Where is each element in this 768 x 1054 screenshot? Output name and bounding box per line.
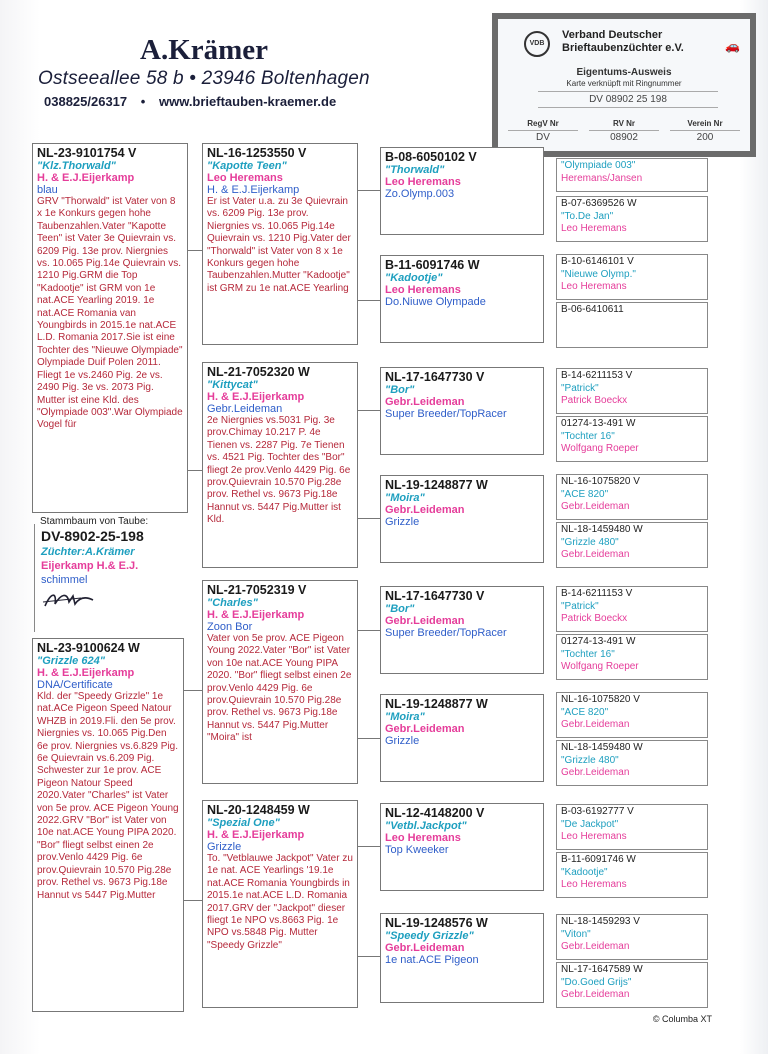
gen4-card bbox=[556, 196, 708, 242]
pigeon-name: "Charles" bbox=[207, 597, 258, 609]
ring-number: NL-19-1248576 W bbox=[385, 916, 488, 930]
pigeon-name: "To.De Jan" bbox=[561, 210, 614, 222]
breeder-name: Gebr.Leideman bbox=[561, 767, 630, 778]
breeder-address: Ostseeallee 58 b • 23946 Boltenhagen bbox=[38, 68, 370, 89]
breeder-name: Heremans/Jansen bbox=[561, 172, 643, 184]
gen4-card bbox=[556, 962, 708, 1008]
breeder-name: Gebr.Leideman bbox=[561, 549, 630, 560]
ring-number: B-08-6050102 V bbox=[385, 150, 477, 164]
gen4-card bbox=[556, 852, 708, 898]
gen2-card bbox=[202, 143, 358, 345]
ring-number: B-14-6211153 V bbox=[561, 370, 633, 381]
breeder-name: Gebr.Leideman bbox=[561, 501, 630, 512]
pigeon-color: Top Kweeker bbox=[385, 844, 449, 856]
ring-number: NL-18-1459480 W bbox=[561, 524, 643, 535]
pigeon-name: "Kittycat" bbox=[207, 379, 258, 391]
connector-line bbox=[358, 846, 380, 847]
gen4-card bbox=[556, 302, 708, 348]
pigeon-name: "Patrick" bbox=[561, 382, 599, 394]
gen3-card bbox=[380, 255, 544, 343]
ring-number: B-10-6146101 V bbox=[561, 256, 634, 267]
pigeon-name: "ACE 820" bbox=[561, 706, 609, 718]
breeder-name: Gebr.Leideman bbox=[385, 942, 465, 954]
connector-line bbox=[188, 470, 202, 471]
ring-number: NL-16-1253550 V bbox=[207, 146, 307, 160]
breeder-name: Patrick Boeckx bbox=[561, 395, 628, 406]
ownership-card bbox=[492, 13, 756, 157]
ring-number: B-11-6091746 W bbox=[561, 854, 636, 865]
pigeon-name: "Olympiade 003" bbox=[561, 160, 636, 171]
connector-line bbox=[358, 190, 380, 191]
gen4-card bbox=[556, 740, 708, 786]
regv-column bbox=[508, 119, 578, 143]
breeder-name: Leo Heremans bbox=[561, 831, 627, 842]
subject-color: schimmel bbox=[41, 574, 88, 586]
pigeon-color: Super Breeder/TopRacer bbox=[385, 627, 507, 639]
connector-line bbox=[358, 410, 380, 411]
breeder-name: Gebr.Leideman bbox=[385, 504, 465, 516]
breeder-name: Patrick Boeckx bbox=[561, 613, 628, 624]
connector-line bbox=[184, 690, 202, 691]
breeder-name: Gebr.Leideman bbox=[385, 615, 465, 627]
pigeon-name: "Thorwald" bbox=[385, 164, 445, 176]
ring-number: B-14-6211153 V bbox=[561, 588, 633, 599]
pigeon-name: "Grizzle 480" bbox=[561, 754, 619, 766]
ring-number: NL-17-1647730 V bbox=[385, 370, 485, 384]
rv-value: 08902 bbox=[589, 130, 659, 143]
ring-number: B-11-6091746 W bbox=[385, 258, 480, 272]
org-line-2: Brieftaubenzüchter e.V. bbox=[562, 42, 684, 54]
pigeon-name: "Klz.Thorwald" bbox=[37, 160, 116, 172]
ring-number: NL-21-7052320 W bbox=[207, 365, 310, 379]
breeder-name: Leo Heremans bbox=[385, 176, 461, 188]
pigeon-remarks: To. "Vetblauwe Jackpot" Vater zu 1e nat. ACE Yearlings '19.1e nat.ACE Romania Youngbirds in 2015.1e nat.ACE L.D. Romania 2017.GRV der "Jackpot" dieser fliegt 1e NPO vs.8663 Pig. 1e NPO vs.5848 Pig. Mutter "Speedy Grizzle" bbox=[207, 853, 353, 951]
copyright-footer: © Columba XT bbox=[652, 1014, 712, 1024]
connector-line bbox=[188, 250, 202, 251]
pigeon-name: "ACE 820" bbox=[561, 488, 609, 500]
subject-ring: DV-8902-25-198 bbox=[41, 528, 144, 544]
breeder-name: Wolfgang Roeper bbox=[561, 661, 639, 672]
pigeon-name: "Patrick" bbox=[561, 600, 599, 612]
card-subtitle: Karte verknüpft mit Ringnummer bbox=[566, 79, 682, 88]
pigeon-name: "Kapotte Teen" bbox=[207, 160, 287, 172]
pigeon-color: Gebr.Leideman bbox=[207, 403, 283, 415]
breeder-name: Leo Heremans bbox=[385, 832, 461, 844]
gen4-card bbox=[556, 692, 708, 738]
ring-number: NL-17-1647589 W bbox=[561, 964, 643, 975]
pigeon-name: "Moira" bbox=[385, 711, 425, 723]
pigeon-color: Super Breeder/TopRacer bbox=[385, 408, 507, 420]
pigeon-color: Zoon Bor bbox=[207, 621, 253, 633]
regv-value: DV bbox=[508, 130, 578, 143]
gen4-card bbox=[556, 914, 708, 960]
mother-card bbox=[32, 638, 184, 1012]
gen4-card bbox=[556, 254, 708, 300]
gen3-card bbox=[380, 367, 544, 455]
breeder-name: Gebr.Leideman bbox=[561, 941, 630, 952]
pigeon-name: "Moira" bbox=[385, 492, 425, 504]
pigeon-name: "Grizzle 624" bbox=[37, 655, 105, 667]
signature-icon bbox=[41, 588, 178, 615]
breeder-name: Wolfgang Roeper bbox=[561, 443, 639, 454]
connector-line bbox=[358, 630, 380, 631]
card-columns bbox=[508, 119, 740, 143]
breeder-name: Leo Heremans bbox=[561, 281, 627, 292]
breeder-name: Gebr.Leideman bbox=[561, 989, 630, 1000]
regv-label: RegV Nr bbox=[527, 119, 559, 128]
connector-line bbox=[358, 300, 380, 301]
breeder-name: Gebr.Leideman bbox=[561, 719, 630, 730]
breeder-name: Leo Heremans bbox=[561, 879, 627, 890]
gen3-card bbox=[380, 803, 544, 891]
breeder-name: H. & E.J.Eijerkamp bbox=[207, 609, 305, 621]
rv-label: RV Nr bbox=[612, 119, 636, 128]
pigeon-name: "Spezial One" bbox=[207, 817, 280, 829]
breeder-name-title: A.Krämer bbox=[140, 34, 269, 66]
gen3-card bbox=[380, 913, 544, 1003]
ring-number: NL-16-1075820 V bbox=[561, 476, 640, 487]
father-card bbox=[32, 143, 188, 513]
pigeon-color: H. & E.J.Eijerkamp bbox=[207, 184, 300, 196]
breeder-name: Gebr.Leideman bbox=[385, 723, 465, 735]
pigeon-name: "De Jackpot" bbox=[561, 818, 619, 830]
gen4-card bbox=[556, 634, 708, 680]
ring-number: NL-12-4148200 V bbox=[385, 806, 485, 820]
subject-pigeon bbox=[34, 524, 184, 632]
vdb-logo-icon: VDB bbox=[524, 31, 550, 57]
pigeon-name: "Tochter 16" bbox=[561, 430, 615, 442]
pigeon-color: Do.Niuwe Olympade bbox=[385, 296, 486, 308]
ring-number: 01274-13-491 W bbox=[561, 418, 636, 429]
pigeon-name: "Bor" bbox=[385, 384, 415, 396]
website-link[interactable]: www.brieftauben-kraemer.de bbox=[158, 94, 337, 109]
gen2-card bbox=[202, 800, 358, 1008]
ring-number: B-06-6410611 bbox=[561, 304, 624, 315]
ring-number: 01274-13-491 W bbox=[561, 636, 636, 647]
pigeon-name: "Tochter 16" bbox=[561, 648, 615, 660]
pigeon-remarks: 2e Niergnies vs.5031 Pig. 3e prov.Chimay 10.217 P. 4e Tienen vs. 2287 Pig. 7e Tienen vs. 4521 Pig. Tochter des "Bor" fliegt 2e prov.Venlo 4429 Pig. 6e prov.Quievrain 10.570 Pig.28e prov. Rethel vs. 9673 Pig.18e Hannut vs. 5447 Pig.Mutter ist Kld. bbox=[207, 415, 351, 526]
card-title: Eigentums-Ausweis bbox=[576, 67, 672, 78]
gen3-card bbox=[380, 475, 544, 563]
breeder-name: H. & E.J.Eijerkamp bbox=[207, 391, 305, 403]
breeder-contact bbox=[44, 94, 336, 109]
connector-line bbox=[358, 518, 380, 519]
ring-number: B-07-6369526 W bbox=[561, 198, 637, 209]
ring-number: NL-19-1248877 W bbox=[385, 697, 488, 711]
pigeon-color: 1e nat.ACE Pigeon bbox=[385, 954, 479, 966]
phone-number: 038825/26317 bbox=[44, 94, 128, 109]
breeder-name: Leo Heremans bbox=[561, 223, 627, 234]
gen4-card bbox=[556, 586, 708, 632]
ring-number: NL-23-9100624 W bbox=[37, 641, 140, 655]
card-ring-number: DV 08902 25 198 bbox=[538, 91, 718, 108]
pigeon-color: DNA/Certificate bbox=[37, 679, 113, 691]
pigeon-name: "Viton" bbox=[561, 928, 591, 940]
ring-number: NL-18-1459480 W bbox=[561, 742, 643, 753]
gen3-card bbox=[380, 694, 544, 782]
pigeon-name: "Kadootje" bbox=[561, 866, 608, 878]
subject-owner: Eijerkamp H.& E.J. bbox=[41, 560, 139, 572]
rv-column bbox=[589, 119, 659, 143]
pigeon-name: "Grizzle 480" bbox=[561, 536, 619, 548]
pigeon-remarks: Kld. der "Speedy Grizzle" 1e nat.ACe Pigeon Speed Natour WHZB in 2019.Fli. den 5e prov. Niergnies vs. 10.065 Pig.Den 6e prov. Niergnies vs.6.829 Pig. 6e Quievrain vs.6.209 Pig. Schwester zur 1e prov. ACE Pigeon Natour Speed 2020.Vater "Charles" ist Vater von 5e prov. ACE Pigeon Young 2022.GRV "Bor" ist Vater von 10e nat.ACE Young PIPA 2020. "Bor" fliegt selbst einen 2e prov.Venlo 4429 Pig. 6e prov.Quievrain 10.570 Pig.28e prov. Rethel vs. 9673 Pig.18e Hannut vs 5447 Pig.Mutter bbox=[37, 691, 179, 901]
gen4-card bbox=[556, 368, 708, 414]
ring-number: B-03-6192777 V bbox=[561, 806, 634, 817]
gen4-card bbox=[556, 804, 708, 850]
gen3-card bbox=[380, 586, 544, 674]
ring-number: NL-20-1248459 W bbox=[207, 803, 310, 817]
pigeon-color: Grizzle bbox=[385, 516, 420, 528]
breeder-name: Leo Heremans bbox=[207, 172, 283, 184]
gen4-card bbox=[556, 158, 708, 192]
pigeon-remarks: GRV "Thorwald" ist Vater von 8 x 1e Konkurs gegen hohe Taubenzahlen.Vater "Kapotte Teen" ist Vater 3e Quievrain vs. 6209 Pig. 13e prov. Niergnies vs. 10.065 Pig.14e Quievrain vs. 1210 Pig.GRM die Top "Kadootje" ist GRM von 1e nat.ACE Yearling 2019. 1e nat.ACE Romania van Youngbirds in 2015.1e nat.ACE L.D. Romania 2017.Sie ist eine Tochter des "Nieuwe Olympiade" Olympiade Duif Polen 2011. Fliegt 1e vs.2460 Pig. 2e vs. 2490 Pig. 3e vs. 2073 Pig. Mutter ist eine Kld. des "Olympiade 003".War Olympiade Vogel für bbox=[37, 196, 183, 431]
breeder-name: H. & E.J.Eijerkamp bbox=[207, 829, 305, 841]
gen3-card bbox=[380, 147, 544, 235]
ring-number: NL-16-1075820 V bbox=[561, 694, 640, 705]
gen4-card bbox=[556, 474, 708, 520]
pedigree-label: Stammbaum von Taube: bbox=[40, 516, 149, 527]
connector-line bbox=[184, 900, 202, 901]
pigeon-color: blau bbox=[37, 184, 58, 196]
ring-number: NL-17-1647730 V bbox=[385, 589, 485, 603]
car-icon: 🚗 bbox=[725, 39, 740, 53]
ring-number: NL-19-1248877 W bbox=[385, 478, 488, 492]
breeder-name: H. & E.J.Eijerkamp bbox=[37, 172, 135, 184]
verein-column bbox=[670, 119, 740, 143]
org-line-1: Verband Deutscher bbox=[562, 29, 663, 41]
gen2-card bbox=[202, 580, 358, 784]
pigeon-name: "Bor" bbox=[385, 603, 415, 615]
pigeon-color: Zo.Olymp.003 bbox=[385, 188, 455, 200]
pigeon-remarks: Er ist Vater u.a. zu 3e Quievrain vs. 6209 Pig. 13e prov. Niergnies vs. 10.065 Pig.14e Quievrain vs. 1210 Pig.Vater der "Thorwald" ist Vater von 8 x 1e Konkurs gegen hohe Taubenzahlen.Mutter "Kadootje" ist GRM zu 1e nat.ACE Yearling bbox=[207, 196, 351, 294]
gen4-card bbox=[556, 522, 708, 568]
pigeon-remarks: Vater von 5e prov. ACE Pigeon Young 2022.Vater "Bor" ist Vater von 10e nat.ACE Young PIPA 2020. "Bor" fliegt selbst einen 2e prov.Venlo 4429 Pig. 6e prov.Quievrain 10.570 Pig.28e prov. Rethel vs. 9673 Pig.18e Hannut vs. 5447 Pig.Mutter "Moira" ist bbox=[207, 633, 352, 744]
verein-label: Verein Nr bbox=[687, 119, 723, 128]
pigeon-name: "Do.Goed Grijs" bbox=[561, 976, 632, 988]
ring-number: NL-21-7052319 V bbox=[207, 583, 307, 597]
connector-line bbox=[358, 956, 380, 957]
gen4-card bbox=[556, 416, 708, 462]
subject-breeder: Züchter:A.Krämer bbox=[41, 546, 135, 558]
pigeon-color: Grizzle bbox=[385, 735, 420, 747]
pigeon-name: "Nieuwe Olymp." bbox=[561, 268, 636, 280]
ring-number: NL-18-1459293 V bbox=[561, 916, 640, 927]
pigeon-color: Grizzle bbox=[207, 841, 242, 853]
ring-number: NL-23-9101754 V bbox=[37, 146, 137, 160]
breeder-name: Leo Heremans bbox=[385, 284, 461, 296]
breeder-name: H. & E.J.Eijerkamp bbox=[37, 667, 135, 679]
contact-separator: • bbox=[140, 94, 146, 109]
pigeon-name: "Kadootje" bbox=[385, 272, 443, 284]
organization-name bbox=[562, 29, 684, 55]
connector-line bbox=[358, 738, 380, 739]
verein-value: 200 bbox=[670, 130, 740, 143]
pigeon-name: "Speedy Grizzle" bbox=[385, 930, 474, 942]
breeder-name: Gebr.Leideman bbox=[385, 396, 465, 408]
gen2-card bbox=[202, 362, 358, 568]
pigeon-name: "Vetbl.Jackpot" bbox=[385, 820, 467, 832]
